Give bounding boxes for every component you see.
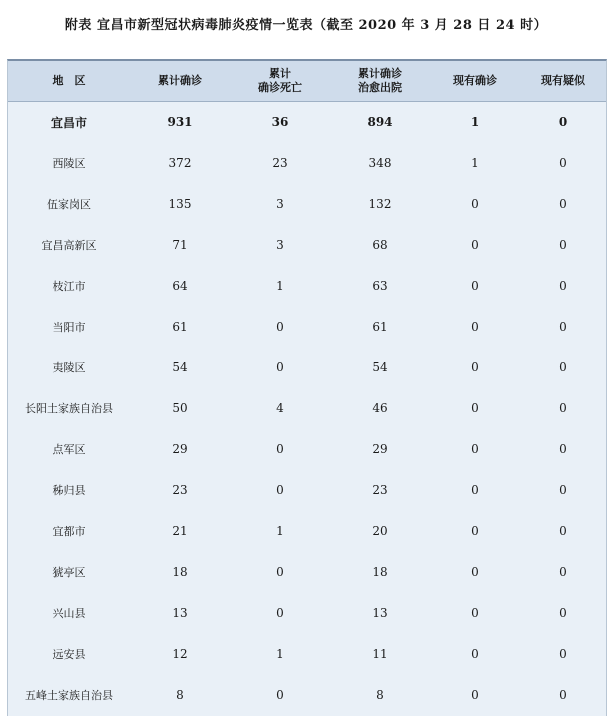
header-cumulative-recovered-line2: 治愈出院 — [358, 81, 402, 94]
cell-region: 兴山县 — [52, 606, 86, 620]
cell-cumulative-confirmed: 23 — [172, 483, 188, 498]
cell-cumulative-recovered: 894 — [367, 115, 393, 129]
cell-cumulative-deaths: 1 — [276, 278, 284, 293]
cell-current-confirmed: 0 — [471, 687, 479, 702]
header-current-confirmed — [430, 61, 520, 101]
cell-cumulative-confirmed: 21 — [172, 524, 188, 538]
cell-cumulative-deaths: 0 — [276, 605, 284, 620]
cell-cumulative-deaths: 3 — [276, 196, 284, 211]
cell-cumulative-confirmed: 61 — [172, 319, 188, 334]
cell-current-suspected: 0 — [559, 605, 567, 620]
cell-current-confirmed: 0 — [471, 278, 479, 293]
cell-current-suspected: 0 — [559, 196, 567, 211]
table-row — [8, 675, 606, 715]
cell-current-confirmed: 0 — [471, 360, 479, 375]
cell-current-confirmed: 0 — [471, 319, 479, 334]
cell-cumulative-confirmed: 71 — [172, 237, 188, 252]
cell-cumulative-recovered: 29 — [372, 442, 388, 457]
table-row — [8, 388, 606, 428]
table-row — [8, 429, 606, 469]
cell-region: 长阳土家族自治县 — [25, 402, 113, 416]
cell-cumulative-confirmed: 50 — [172, 401, 188, 416]
cell-cumulative-recovered: 348 — [368, 155, 392, 170]
cell-region: 宜都市 — [52, 525, 86, 538]
header-current-suspected-label: 现有疑似 — [541, 74, 585, 87]
cell-region: 夷陵区 — [52, 361, 86, 375]
epidemic-table — [7, 59, 607, 716]
header-cumulative-confirmed — [130, 61, 230, 101]
header-region — [8, 61, 130, 101]
cell-cumulative-deaths: 36 — [271, 115, 289, 129]
cell-cumulative-confirmed: 8 — [176, 687, 184, 702]
header-current-suspected — [520, 61, 606, 101]
cell-region: 枝江市 — [52, 279, 86, 293]
cell-cumulative-recovered: 23 — [372, 483, 388, 498]
header-cumulative-confirmed-label: 累计确诊 — [158, 74, 202, 87]
table-row — [8, 184, 606, 224]
table-row-total — [8, 102, 606, 142]
cell-current-confirmed: 1 — [470, 115, 480, 129]
cell-current-suspected: 0 — [559, 564, 567, 579]
cell-current-suspected: 0 — [559, 524, 567, 538]
cell-current-suspected: 0 — [559, 442, 567, 457]
header-region-label: 地 区 — [52, 74, 86, 87]
cell-cumulative-deaths: 1 — [276, 646, 284, 661]
header-cumulative-deaths-line2: 确诊死亡 — [258, 81, 302, 94]
cell-region: 猇亭区 — [52, 565, 86, 579]
cell-cumulative-deaths: 0 — [276, 319, 284, 334]
header-cumulative-deaths — [230, 61, 330, 101]
cell-cumulative-deaths: 0 — [276, 564, 284, 579]
table-row — [8, 593, 606, 633]
cell-current-confirmed: 0 — [471, 401, 479, 416]
cell-cumulative-recovered: 11 — [372, 646, 388, 661]
cell-region: 秭归县 — [52, 484, 86, 498]
table-row — [8, 634, 606, 674]
cell-cumulative-confirmed: 931 — [167, 115, 193, 129]
header-cumulative-deaths-line1: 累计 — [269, 67, 291, 80]
header-cumulative-recovered — [330, 61, 430, 101]
cell-current-confirmed: 0 — [471, 605, 479, 620]
cell-region: 宜昌市 — [50, 115, 87, 130]
cell-cumulative-recovered: 63 — [372, 278, 388, 293]
cell-current-confirmed: 0 — [471, 237, 479, 252]
cell-cumulative-deaths: 3 — [276, 237, 284, 252]
cell-current-suspected: 0 — [559, 319, 567, 334]
cell-current-confirmed: 0 — [471, 646, 479, 661]
page-title: 附表 宜昌市新型冠状病毒肺炎疫情一览表（截至 2020 年 3 月 28 日 24 时） — [64, 18, 548, 33]
cell-cumulative-recovered: 68 — [372, 237, 388, 252]
cell-cumulative-deaths: 0 — [276, 483, 284, 498]
table-row — [8, 307, 606, 347]
cell-current-suspected: 0 — [559, 278, 567, 293]
cell-cumulative-recovered: 18 — [372, 564, 388, 579]
cell-cumulative-deaths: 0 — [276, 442, 284, 457]
cell-current-confirmed: 0 — [471, 483, 479, 498]
cell-current-confirmed: 0 — [471, 442, 479, 457]
table-row — [8, 347, 606, 387]
table-row — [8, 143, 606, 183]
table-row — [8, 470, 606, 510]
table-row — [8, 552, 606, 592]
table-header — [8, 61, 606, 101]
cell-cumulative-confirmed: 64 — [172, 278, 188, 293]
cell-cumulative-confirmed: 372 — [168, 155, 192, 170]
cell-region: 宜昌高新区 — [41, 238, 97, 252]
cell-cumulative-deaths: 0 — [276, 687, 284, 702]
cell-current-suspected: 0 — [559, 401, 567, 416]
cell-cumulative-deaths: 0 — [276, 360, 284, 375]
header-current-confirmed-label: 现有确诊 — [453, 74, 497, 87]
cell-region: 西陵区 — [52, 156, 86, 170]
cell-region: 五峰土家族自治县 — [25, 688, 113, 702]
cell-current-confirmed: 0 — [471, 564, 479, 579]
cell-cumulative-recovered: 61 — [372, 319, 388, 334]
cell-current-confirmed: 1 — [471, 155, 479, 170]
cell-current-suspected: 0 — [559, 646, 567, 661]
cell-current-confirmed: 0 — [471, 196, 479, 211]
table-row — [8, 511, 606, 551]
header-cumulative-recovered-line1: 累计确诊 — [358, 67, 402, 80]
cell-cumulative-recovered: 8 — [376, 687, 384, 702]
cell-current-suspected: 0 — [559, 155, 567, 170]
cell-cumulative-recovered: 20 — [372, 524, 388, 538]
cell-cumulative-confirmed: 13 — [172, 605, 188, 620]
cell-cumulative-deaths: 4 — [276, 401, 284, 416]
cell-cumulative-recovered: 46 — [372, 401, 388, 416]
cell-region: 远安县 — [52, 647, 86, 661]
cell-cumulative-confirmed: 54 — [172, 360, 188, 375]
cell-cumulative-recovered: 13 — [372, 605, 388, 620]
cell-current-suspected: 0 — [559, 687, 567, 702]
cell-cumulative-recovered: 132 — [368, 196, 392, 211]
cell-cumulative-confirmed: 12 — [172, 646, 188, 661]
cell-cumulative-confirmed: 18 — [172, 564, 188, 579]
cell-region: 当阳市 — [52, 320, 86, 334]
table-row — [8, 225, 606, 265]
cell-cumulative-confirmed: 29 — [172, 442, 188, 457]
cell-cumulative-deaths: 1 — [276, 524, 284, 538]
cell-current-suspected: 0 — [559, 237, 567, 252]
cell-current-suspected: 0 — [559, 360, 567, 375]
cell-cumulative-confirmed: 135 — [168, 196, 192, 211]
cell-current-suspected: 0 — [559, 483, 567, 498]
cell-region: 点军区 — [52, 443, 86, 457]
cell-current-suspected: 0 — [558, 115, 568, 129]
cell-current-confirmed: 0 — [471, 524, 479, 538]
cell-cumulative-recovered: 54 — [372, 360, 388, 375]
cell-region: 伍家岗区 — [47, 197, 91, 211]
table-row — [8, 266, 606, 306]
cell-cumulative-deaths: 23 — [272, 155, 288, 170]
